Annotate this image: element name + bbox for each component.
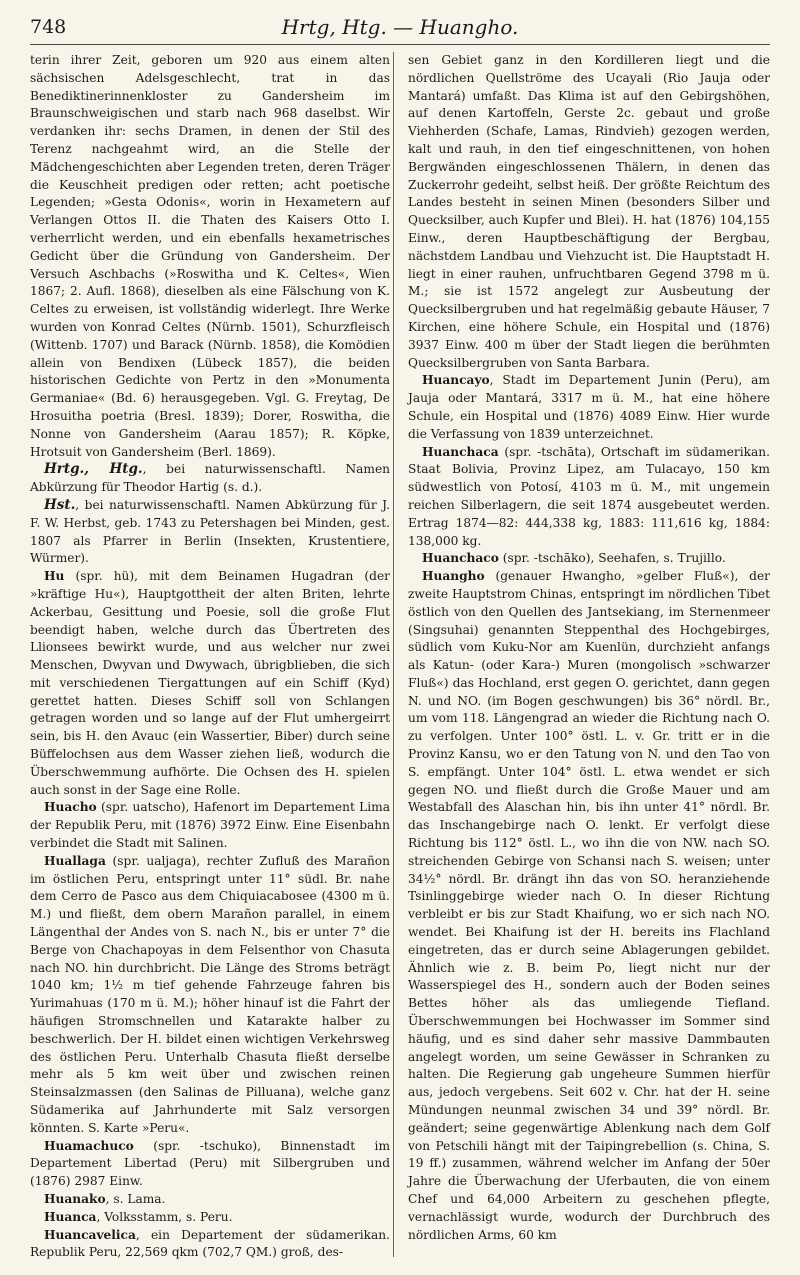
entry-headword: Hu	[44, 569, 65, 584]
entry-headword: Huangho	[422, 569, 485, 584]
entry-headword: Huancavelica	[44, 1227, 136, 1242]
entry-text: (spr. ualjaga), rechter Zufluß des Marañon im östlichen Peru, entspringt unter 11° südl. Br. nahe dem Cerro de Pasco aus dem Chiquiacabosee (4300 m ü. M.) und fließt, dem obern Marañon parallel, in einem Längenthal der Andes von S. nach N., bis er unter 7° die Berge von Chachapoyas in dem Felsenthor von Chasuta nach NO. hin durchbricht. Die Länge des Stroms beträgt 1040 km; 1½ m tief gehende Fahrzeuge fahren bis Yurimahuas (170 m ü. M.); höher hinauf ist die Fahrt der häufigen Stromschnellen und Katarakte halber zu beschwerlich. Der H. bildet einen wichtigen Verkehrsweg des östlichen Peru. Unterhalb Chasuta fließt derselbe mehr als 5 km weit über und zwischen reinen Steinsalzmassen (den Salinas de Pilluana), welche ganz Südamerika auf Jahrhunderte mit Salz versorgen könnten. S. Karte »Peru«.	[30, 853, 390, 1135]
dictionary-entry	[30, 1191, 390, 1209]
dictionary-entry	[30, 461, 390, 497]
dictionary-entry	[30, 497, 390, 568]
page-header	[30, 14, 770, 45]
entry-headword: Huanako	[44, 1192, 106, 1206]
entry-headword: Huanchaco	[422, 551, 499, 566]
entry-headword: Huacho	[44, 800, 97, 815]
entry-text: , Stadt im Departement Junin (Peru), am Jauja oder Mantará, 3317 m ü. M., hat eine höhere Schule, ein Hospital und (1876) 4089 Einw. Hier wurde die Verfassung von 1839 unterzeichnet.	[408, 373, 770, 441]
column-divider	[393, 52, 394, 1257]
left-column	[30, 52, 390, 1262]
entry-text: terin ihrer Zeit, geboren um 920 aus einem alten sächsischen Adelsgeschlecht, trat in das Benediktinerinnenkloster zu Gandersheim im Braunschweigischen und starb nach 968 daselbst. Wir verdanken ihr: sechs Dramen, in denen der Stil des Terenz nachgeahmt wird, an die Stelle der Mädchengeschichten aber Legenden treten, deren Träger die Keuschheit predigen oder retten; acht poetische Legenden; »Gesta Odonis«, worin in Hexametern auf Verlangen Ottos II. die Thaten des Kaisers Otto I. verherrlicht werden, und ein ebenfalls hexametrisches Gedicht über die Gründung von Gandersheim. Der Versuch Aschbachs (»Roswitha und K. Celtes«, Wien 1867; 2. Aufl. 1868), dieselben als eine Fälschung von K. Celtes zu erweisen, ist vollständig widerlegt. Ihre Werke wurden von Konrad Celtes (Nürnb. 1501), Schurzfleisch (Wittenb. 1707) und Barack (Nürnb. 1858), die Komödien allein von Bendixen (Lübeck 1857), die beiden historischen Gedichte von Pertz in den »Monumenta Germaniae« (Bd. 6) herausgegeben. Vgl. G. Freytag, De Hrosuitha poetria (Bresl. 1839); Dorer, Roswitha, die Nonne von Gandersheim (Aarau 1857); R. Köpke, Hrotsuit von Gandersheim (Berl. 1869).	[30, 53, 391, 459]
dictionary-entry	[30, 853, 390, 1138]
entry-text: (spr. -tschuko), Binnenstadt im Departement Libertad (Peru) mit Silbergruben und (1876) 2987 Einw.	[30, 1138, 390, 1189]
dictionary-entry	[408, 444, 770, 551]
dictionary-entry	[408, 372, 770, 443]
entry-headword: Huamachuco	[44, 1138, 134, 1153]
entry-headword: Hst.	[44, 496, 76, 513]
page-number: 748	[30, 16, 67, 38]
dictionary-entry	[408, 52, 770, 372]
right-column	[408, 52, 770, 1244]
entry-text: (spr. uatscho), Hafenort im Departement Lima der Republik Peru, mit (1876) 3972 Einw. Eine Eisenbahn verbindet die Stadt mit Salinen.	[30, 800, 390, 851]
entry-headword: Huancayo	[422, 373, 490, 388]
entry-text: (spr. hü), mit dem Beinamen Hugadran (der »kräftige Hu«), Hauptgottheit der alten Briten, lehrte Ackerbau, Gesittung und Poesie, soll die große Flut beendigt haben, welche durch das Übertreten des Llionsees bewirkt wurde, und aus welcher nur zwei Menschen, Dwyvan und Dwywach, übrigblieben, die sich mit verschiedenen Tiergattungen auf ein Schiff (Kyd) gerettet hatten. Dieses Schiff soll von Schlangen getragen worden und so lange auf der Flut umhergeirrt sein, bis H. den Avauc (ein Wassertier, Biber) durch seine Büffelochsen aus dem Wasser ziehen ließ, wodurch die Überschwemmung aufhörte. Die Ochsen des H. spielen auch sonst in der Sage eine Rolle.	[30, 569, 390, 797]
entry-headword: Hrtg., Htg.	[44, 461, 143, 478]
entry-text: (genauer Hwangho, »gelber Fluß«), der zweite Hauptstrom Chinas, entspringt im nördlichen Tibet östlich von den Quellen des Jantsekiang, im Sternenmeer (Singsuhai) genannten Steppenthal des Hochgebirges, südlich vom Kuku-Nor am Kuenlün, durchzieht anfangs als Katun- (oder Kara-) Muren (mongolisch »schwarzer Fluß«) das Hochland, erst gegen O. gerichtet, dann gegen N. und NO. (im Bogen geschwungen) bis 36° nördl. Br., um vom 118. Längengrad an wieder die Richtung nach O. zu verfolgen. Unter 100° östl. L. v. Gr. tritt er in die Provinz Kansu, wo er den Tatung von N. und den Tao von S. empfängt. Unter 104° östl. L. etwa wendet er sich gegen NO. und fließt durch die Große Mauer und am Westabfall des Alaschan hin, bis ihn unter 41° nördl. Br. das Inschangebirge nach O. lenkt. Er verfolgt diese Richtung bis 112° östl. L., wo ihn die von NW. nach SO. streichenden Gebirge von Schansi nach S. weisen; unter 34½° nördl. Br. drängt ihn das von SO. heranziehende Tsinlinggebirge wieder nach O. In dieser Richtung verbleibt er bis zur Stadt Khaifung, wo er sich nach NO. wendet. Bei Khaifung ist der H. bereits ins Flachland eingetreten, das er durch seine Ablagerungen gebildet. Ähnlich wie z. B. beim Po, liegt nicht nur der Wasserspiegel des H., sondern auch der Boden seines Bettes höher als das umliegende Tiefland. Überschwemmungen bei Hochwasser im Sommer sind häufig, und es sind daher sehr massive Dammbauten angelegt worden, um seine Gewässer in Schranken zu halten. Die Regierung gab ungeheure Summen hierfür aus, jedoch vergebens. Seit 602 v. Chr. hat der H. seine Mündungen neunmal zwischen 34 und 39° nördl. Br. geändert; seine gegenwärtige Ablenkung nach dem Golf von Petschili hängt mit der Taipingrebellion (s. China, S. 19 ff.) zusammen, während welcher im Anfang der 50er Jahre die Überwachung der Uferbauten, die von einem Chef und 64,000 Arbeitern zu geschehen pflegte, vernachlässigt wurde, wodurch der Durchbruch des nördlichen Arms, 60 km	[408, 569, 770, 1242]
dictionary-entry	[30, 1138, 390, 1191]
dictionary-entry	[30, 799, 390, 852]
entry-text: sen Gebiet ganz in den Kordilleren liegt und die nördlichen Quellströme des Ucayali (Rio Jauja oder Mantará) umfaßt. Das Klima ist auf den Gebirgshöhen, auf denen Kartoffeln, Gerste 2c. gebaut und große Viehherden (Schafe, Lamas, Rindvieh) gezogen werden, kalt und rauh, in den tief eingeschnittenen, von hohen Bergwänden eingeschlossenen Thälern, in denen das Zuckerrohr gedeiht, selbst heiß. Der größte Reichtum des Landes besteht in seinen Minen (besonders Silber und Quecksilber, auch Kupfer und Blei). H. hat (1876) 104,155 Einw., deren Hauptbeschäftigung der Bergbau, nächstdem Landbau und Viehzucht ist. Die Hauptstadt H. liegt in einer rauhen, unfruchtbaren Gegend 3798 m ü. M.; sie ist 1572 angelegt zur Ausbeutung der Quecksilbergruben und hat regelmäßig gebaute Häuser, 7 Kirchen, eine höhere Schule, ein Hospital und (1876) 3937 Einw. 400 m über der Stadt liegen die berühmten Quecksilbergruben von Santa Barbara.	[408, 53, 770, 370]
entry-text: (spr. -tschāta), Ortschaft im südamerikan. Staat Bolivia, Provinz Lipez, am Tulacayo, 150 km südwestlich von Potosí, 4103 m ü. M., mit ungemein reichen Silberlagern, die seit 1874 ausgebeutet werden. Ertrag 1874—82: 444,338 kg, 1883: 111,616 kg, 1884: 138,000 kg.	[408, 444, 770, 548]
entry-headword: Huanca	[44, 1209, 97, 1224]
entry-headword: Huallaga	[44, 853, 106, 868]
page-title: Hrtg, Htg. — Huangho.	[281, 15, 519, 39]
dictionary-entry	[408, 568, 770, 1244]
entry-text: , bei naturwissenschaftl. Namen Abkürzung für J. F. W. Herbst, geb. 1743 zu Petershagen bei Minden, gest. 1807 als Pfarrer in Berlin (Insekten, Krustentiere, Würmer).	[30, 497, 390, 566]
entry-headword: Huanchaca	[422, 444, 499, 459]
entry-text: , s. Lama.	[105, 1192, 166, 1206]
entry-text: , Volksstamm, s. Peru.	[96, 1209, 233, 1224]
dictionary-entry	[30, 1227, 390, 1263]
entry-text: , ein Departement der südamerikan. Republik Peru, 22,569 qkm (702,7 QM.) groß, des-	[30, 1227, 390, 1260]
dictionary-entry	[30, 1209, 390, 1227]
entry-text: , bei naturwissenschaftl. Namen Abkürzung für Theodor Hartig (s. d.).	[30, 462, 391, 495]
entry-text: (spr. -tschāko), Seehafen, s. Trujillo.	[498, 551, 726, 566]
dictionary-entry	[30, 568, 390, 799]
dictionary-entry	[408, 550, 770, 568]
dictionary-entry	[30, 52, 390, 461]
